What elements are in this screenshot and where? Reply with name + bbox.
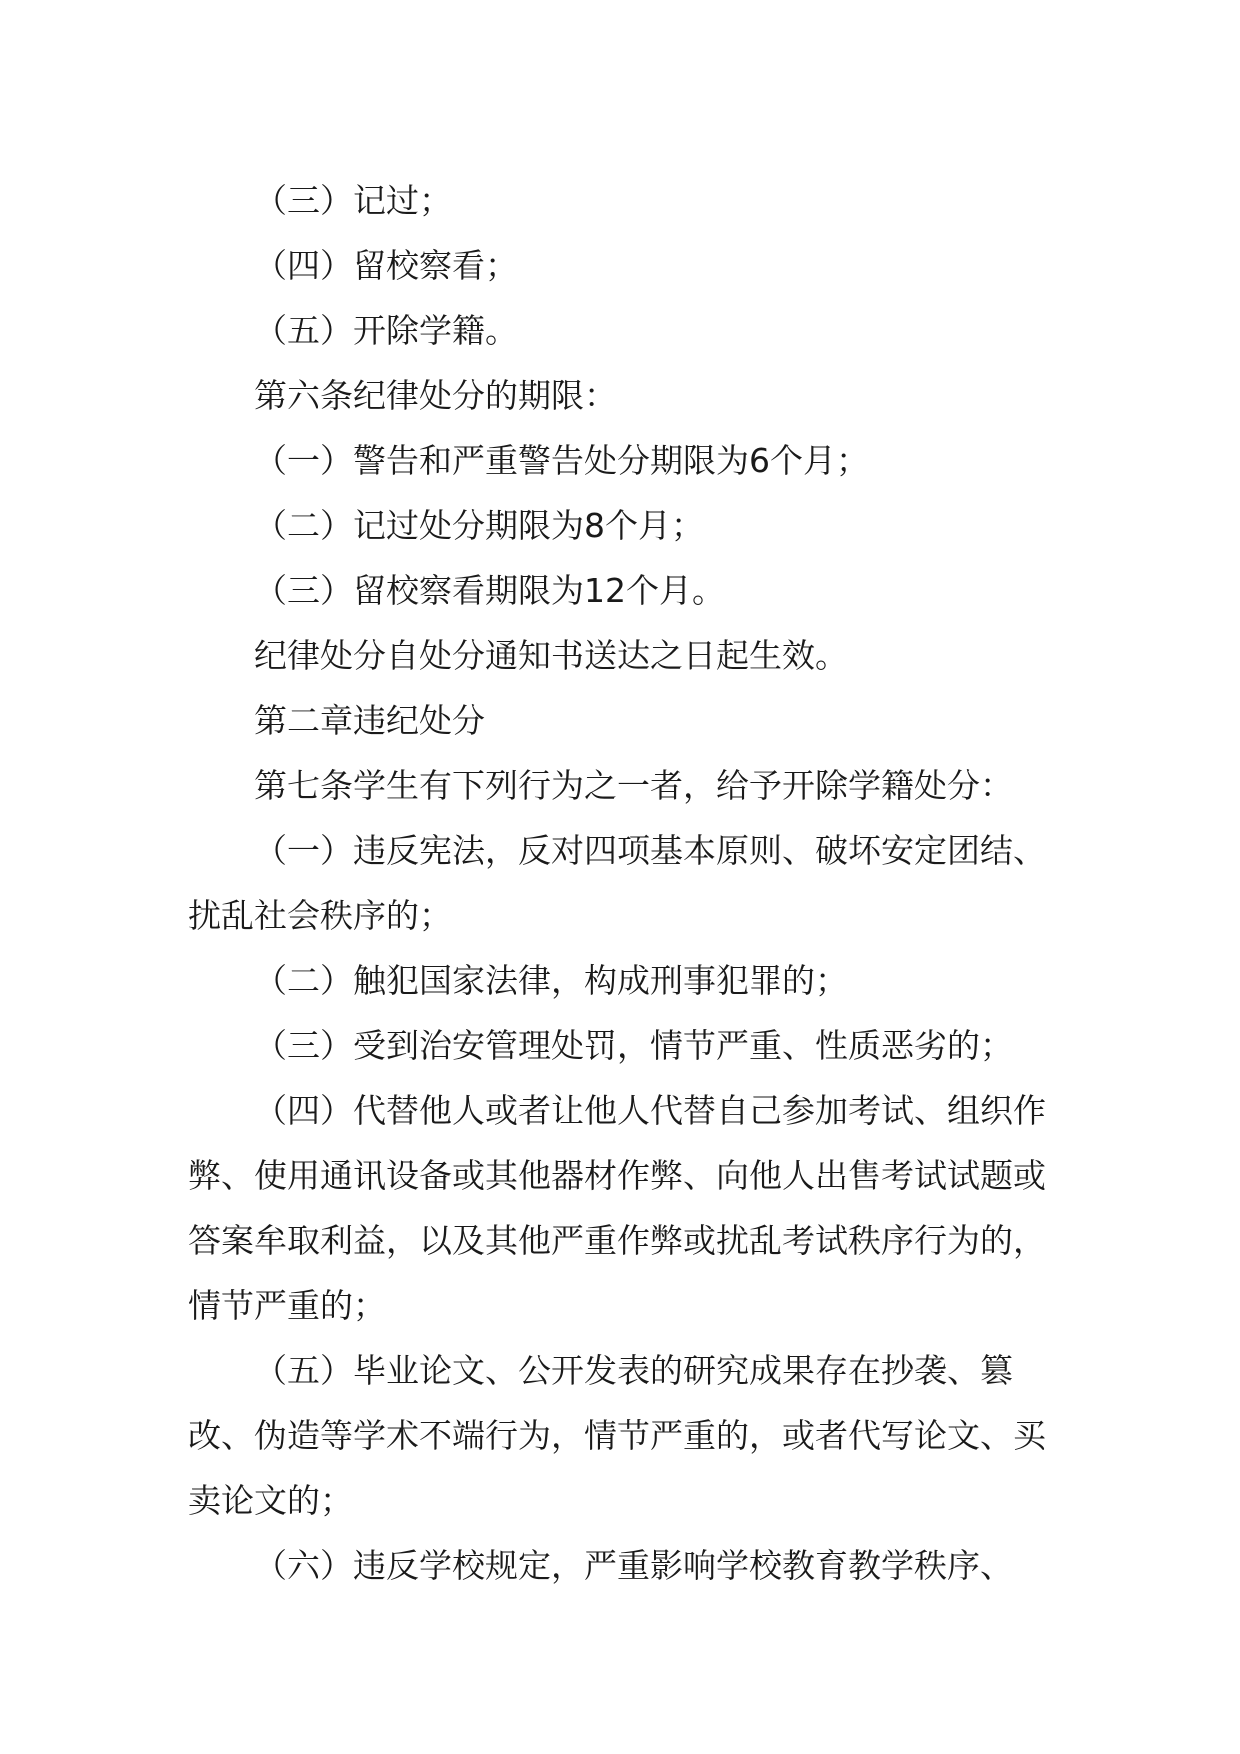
document-body [188, 168, 1058, 1598]
paragraph-period-1: （一）警告和严重警告处分期限为6个月； [254, 441, 869, 480]
paragraph-period-2: （二）记过处分期限为8个月； [254, 506, 704, 545]
paragraph-offense-5: （五）毕业论文、公开发表的研究成果存在抄袭、篡改、伪造等学术不端行为，情节严重的，或者代写论文、买卖论文的； [188, 1351, 1046, 1520]
paragraph-effective-date: 纪律处分自处分通知书送达之日起生效。 [254, 636, 848, 675]
paragraph-item-4-probation: （四）留校察看； [254, 246, 518, 285]
paragraph-offense-2: （二）触犯国家法律，构成刑事犯罪的； [254, 961, 848, 1000]
paragraph-offense-6: （六）违反学校规定，严重影响学校教育教学秩序、 [254, 1546, 1013, 1585]
paragraph-offense-1: （一）违反宪法，反对四项基本原则、破坏安定团结、扰乱社会秩序的； [188, 831, 1046, 935]
paragraph-offense-3: （三）受到治安管理处罚，情节严重、性质恶劣的； [254, 1026, 1013, 1065]
paragraph-offense-4: （四）代替他人或者让他人代替自己参加考试、组织作弊、使用通讯设备或其他器材作弊、向他人出售考试试题或答案牟取利益，以及其他严重作弊或扰乱考试秩序行为的，情节严重的； [188, 1091, 1046, 1325]
paragraph-item-3-demerit: （三）记过； [254, 181, 452, 220]
article-6-heading: 第六条纪律处分的期限： [254, 376, 617, 415]
paragraph-period-3: （三）留校察看期限为12个月。 [254, 571, 725, 610]
paragraph-item-5-expulsion: （五）开除学籍。 [254, 311, 518, 350]
chapter-2-heading: 第二章违纪处分 [254, 701, 485, 740]
article-7-heading: 第七条学生有下列行为之一者，给予开除学籍处分： [254, 766, 1013, 805]
